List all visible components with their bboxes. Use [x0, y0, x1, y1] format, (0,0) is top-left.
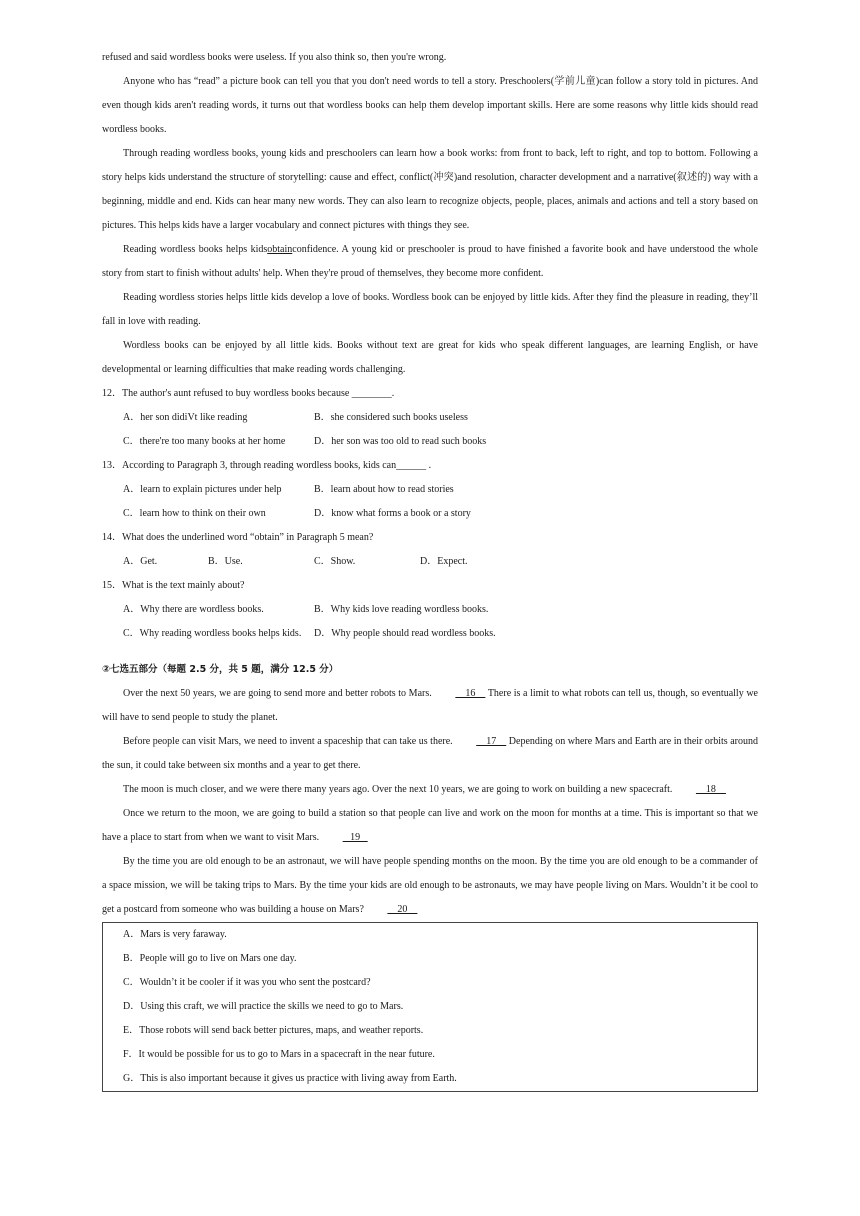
option-b[interactable]: B．Why kids love reading wordless books.: [314, 604, 489, 615]
option-b[interactable]: B．Use.: [208, 556, 243, 567]
passage-text: Over the next 50 years, we are going to send more and better robots to Mars.: [123, 688, 432, 699]
choice-c[interactable]: C．Wouldn’t it be cooler if it was you who sent the postcard?: [123, 977, 371, 988]
option-a[interactable]: A．learn to explain pictures under help: [123, 484, 282, 495]
choices-box: [102, 922, 758, 1092]
option-a[interactable]: A．Get.: [123, 556, 158, 567]
section-heading: ②七选五部分（每题 2.5 分，共 5 题，满分 12.5 分）: [102, 664, 339, 675]
passage-paragraph: [102, 802, 758, 850]
passage-paragraph: [102, 778, 758, 802]
passage-text: Depending on where Mars and Earth are in their orbits around the sun, it could take between six months and a year to get there.: [102, 736, 759, 771]
choice-b[interactable]: B．People will go to live on Mars one day.: [123, 953, 297, 964]
option-c[interactable]: C．Why reading wordless books helps kids.: [123, 628, 302, 639]
question-stem: 14．What does the underlined word “obtain” in Paragraph 5 mean?: [102, 532, 374, 543]
passage-paragraph: Anyone who has “read” a picture book can tell you that you don't need words to tell a story. Preschoolers(学前儿童)can follow a story told in pictures. And even though kids aren't reading words, it turns out that wordless books can help them develop important skills. Here are some reasons why little kids should read wordless books.: [102, 76, 758, 135]
option-d[interactable]: D．her son was too old to read such books: [314, 436, 487, 447]
blank-20[interactable]: 20: [387, 904, 418, 915]
choice-g[interactable]: G．This is also important because it gives us practice with living away from Earth.: [123, 1073, 457, 1084]
option-a[interactable]: A．her son didiVt like reading: [123, 412, 248, 423]
option-row: [102, 502, 758, 526]
option-d[interactable]: D．know what forms a book or a story: [314, 508, 471, 519]
question-stem: 12．The author's aunt refused to buy wordless books because ________.: [102, 388, 395, 399]
option-c[interactable]: C．learn how to think on their own: [123, 508, 266, 519]
option-row: [102, 622, 758, 646]
option-row: [102, 430, 758, 454]
underlined-word-obtain: obtain: [267, 244, 293, 255]
option-b[interactable]: B．learn about how to read stories: [314, 484, 454, 495]
question-stem: 15．What is the text mainly about?: [102, 580, 245, 591]
passage-paragraph: [102, 850, 758, 922]
passage-text: Before people can visit Mars, we need to invent a spaceship that can take us there.: [123, 736, 453, 747]
passage-paragraph: [102, 730, 758, 778]
passage-text: confidence. A young kid or preschooler is proud to have finished a favorite book and have understood the whole story from start to finish without adults' help. When they're proud of themselves, they become more confident.: [102, 244, 758, 279]
option-row: [102, 406, 758, 430]
choice-e[interactable]: E．Those robots will send back better pictures, maps, and weather reports.: [123, 1025, 424, 1036]
passage-paragraph: [102, 682, 758, 730]
blank-16[interactable]: 16: [455, 688, 486, 699]
passage-text: Reading wordless books helps kids: [123, 244, 268, 255]
choice-d[interactable]: D．Using this craft, we will practice the skills we need to go to Mars.: [123, 1001, 404, 1012]
option-d[interactable]: D．Expect.: [420, 556, 468, 567]
option-c[interactable]: C．there're too many books at her home: [123, 436, 286, 447]
blank-17[interactable]: 17: [476, 736, 507, 747]
passage-paragraph: [102, 238, 758, 286]
option-d[interactable]: D．Why people should read wordless books.: [314, 628, 496, 639]
option-b[interactable]: B．she considered such books useless: [314, 412, 468, 423]
option-row: [102, 598, 758, 622]
passage-text: By the time you are old enough to be an astronaut, we will have people spending months on the moon. By the time you are old enough to be a commander of a space mission, we will be taking trips to Mars. By the time your kids are old enough to be astronauts, we may have people living on Mars. Wouldn’t it be cool to get a postcard from someone who was building a house on Mars?: [102, 856, 758, 915]
option-row: [102, 478, 758, 502]
passage-paragraph: refused and said wordless books were useless. If you also think so, then you're wrong.: [102, 52, 447, 63]
choice-a[interactable]: A．Mars is very faraway.: [123, 929, 227, 940]
blank-19[interactable]: 19: [342, 832, 368, 843]
passage-paragraph: Wordless books can be enjoyed by all little kids. Books without text are great for kids who speak different languages, are learning English, or have developmental or learning difficulties that make reading words challenging.: [102, 340, 758, 375]
option-c[interactable]: C．Show.: [314, 556, 356, 567]
passage-text: There is a limit to what robots can tell us, though, so eventually we will have to send people to study the planet.: [102, 688, 758, 723]
document-page: [102, 46, 758, 1092]
choice-f[interactable]: F．It would be possible for us to go to Mars in a spacecraft in the near future.: [123, 1049, 435, 1060]
passage-paragraph: Through reading wordless books, young kids and preschoolers can learn how a book works: from front to back, left to right, and top to bottom. Following a story helps kids understand the structure of storytelling: cause and effect, conflict(冲突)and resolution, character development and a narrative(叙述的) way with a beginning, middle and end. Kids can hear many new words. They can also learn to recognize objects, people, places, animals and actions and tell a story based on pictures. This helps kids have a larger vocabulary and connect pictures with things they see.: [102, 148, 758, 231]
blank-18[interactable]: 18: [695, 784, 726, 795]
option-a[interactable]: A．Why there are wordless books.: [123, 604, 264, 615]
passage-text: Once we return to the moon, we are going to build a station so that people can live and work on the moon for months at a time. This is important so that we have a place to start from when we want to visit Mars.: [102, 808, 758, 843]
question-stem: 13．According to Paragraph 3, through reading wordless books, kids can______ .: [102, 460, 432, 471]
passage-text: The moon is much closer, and we were there many years ago. Over the next 10 years, we are going to work on building a new spacecraft.: [123, 784, 673, 795]
option-row: [102, 550, 758, 574]
passage-paragraph: Reading wordless stories helps little kids develop a love of books. Wordless book can be enjoyed by little kids. After they find the pleasure in reading, they’ll fall in love with reading.: [102, 292, 758, 327]
